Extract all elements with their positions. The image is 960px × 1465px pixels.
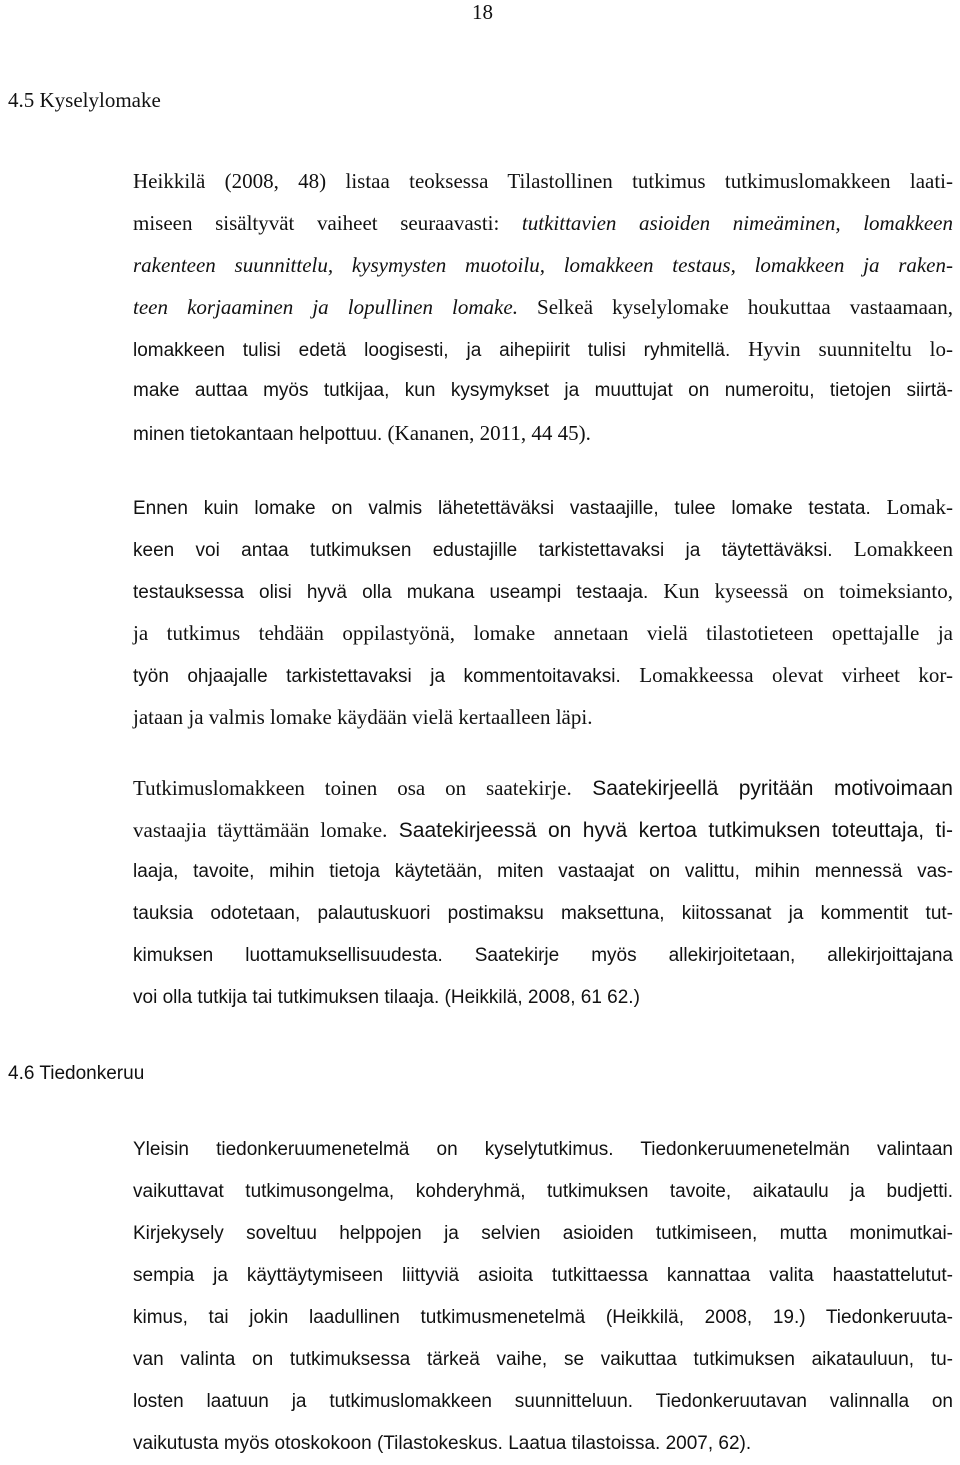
text-segment: Saatekirjeessä on hyvä kertoa tutkimuksen toteuttaja, ti- bbox=[387, 819, 954, 842]
paragraph-4 bbox=[133, 1129, 953, 1465]
section-heading-kyselylomake: 4.5 Kyselylomake bbox=[8, 88, 161, 112]
text-segment: miseen sisältyvät vaiheet seuraavasti: bbox=[133, 211, 522, 235]
text-line bbox=[133, 654, 953, 696]
text-segment: Hyvin suunniteltu lo- bbox=[730, 337, 953, 361]
page-number: 18 bbox=[472, 0, 493, 24]
text-line: laaja, tavoite, mihin tietoja käytetään, miten vastaajat on valittu, mihin mennessä vas- bbox=[133, 861, 953, 882]
text-segment: Lomak- bbox=[870, 495, 953, 519]
text-line bbox=[133, 486, 953, 528]
text-line: jataan ja valmis lomake käydään vielä kertaalleen läpi. bbox=[133, 705, 593, 729]
text-segment: vastaajia täyttämään lomake. bbox=[133, 818, 388, 842]
text-segment: Saatekirjeellä pyritään motivoimaan bbox=[571, 777, 953, 800]
text-line bbox=[133, 528, 953, 570]
text-line: sempia ja käyttäytymiseen liittyviä asioita tutkittaessa kannattaa valita haastattelutut- bbox=[133, 1265, 953, 1286]
text-segment: testauksessa olisi hyvä olla mukana useampi testaaja. bbox=[133, 582, 649, 603]
text-segment: (Kananen, 2011, 44 45). bbox=[382, 421, 591, 445]
text-line: ja tutkimus tehdään oppilastyönä, lomake annetaan vielä tilastotieteen opettajalle ja bbox=[133, 621, 953, 645]
text-segment: minen tietokantaan helpottuu. bbox=[133, 424, 383, 445]
paragraph-3 bbox=[133, 767, 953, 1019]
text-line: make auttaa myös tutkijaa, kun kysymykset ja muuttujat on numeroitu, tietojen siirtä- bbox=[133, 380, 953, 401]
text-line: vaikuttavat tutkimusongelma, kohderyhmä, tutkimuksen tavoite, aikataulu ja budjetti. bbox=[133, 1181, 953, 1202]
text-line bbox=[133, 412, 953, 454]
text-line bbox=[133, 202, 953, 244]
text-line: kimus, tai jokin laadullinen tutkimusmenetelmä (Heikkilä, 2008, 19.) Tiedonkeruuta- bbox=[133, 1307, 953, 1328]
section-heading-tiedonkeruu: 4.6 Tiedonkeruu bbox=[8, 1063, 145, 1084]
text-line: losten laatuun ja tutkimuslomakkeen suunnitteluun. Tiedonkeruutavan valinnalla on bbox=[133, 1391, 953, 1412]
text-line: van valinta on tutkimuksessa tärkeä vaihe, se vaikuttaa tutkimuksen aikatauluun, tu- bbox=[133, 1349, 953, 1370]
text-segment: Saatekirje myös allekirjoitetaan, allekirjoittajana bbox=[442, 945, 953, 966]
italic-text: teen korjaaminen ja lopullinen lomake. bbox=[133, 295, 518, 319]
text-segment: Yleisin tiedonkeruumenetelmä on kyselytutkimus. bbox=[133, 1139, 614, 1160]
text-line: voi olla tutkija tai tutkimuksen tilaaja. (Heikkilä, 2008, 61 62.) bbox=[133, 987, 640, 1008]
text-segment: Tutkimuslomakkeen toinen osa on saatekirje. bbox=[133, 776, 572, 800]
text-line bbox=[133, 1129, 953, 1171]
text-segment: työn ohjaajalle tarkistettavaksi ja kommentoitavaksi. bbox=[133, 666, 621, 687]
text-segment: Ennen kuin lomake on valmis lähetettäväksi vastaajille, tulee lomake testata. bbox=[133, 498, 871, 519]
text-line bbox=[133, 328, 953, 370]
italic-text: rakenteen suunnittelu, kysymysten muotoilu, lomakkeen testaus, lomakkeen ja raken- bbox=[133, 253, 953, 277]
text-line: vaikutusta myös otoskokoon (Tilastokeskus. Laatua tilastoissa. 2007, 62). bbox=[133, 1433, 752, 1454]
text-segment: Selkeä kyselylomake houkuttaa vastaamaan, bbox=[517, 295, 954, 319]
text-segment: Tiedonkeruumenetelmän valintaan bbox=[613, 1139, 953, 1160]
text-segment: keen voi antaa tutkimuksen edustajille tarkistettavaksi ja täytettäväksi. bbox=[133, 540, 833, 561]
italic-text: tutkittavien asioiden nimeäminen, lomakkeen bbox=[521, 211, 953, 235]
paragraph-1 bbox=[133, 160, 953, 454]
text-segment: Lomakkeessa olevat virheet kor- bbox=[620, 663, 953, 687]
text-segment: kimuksen luottamuksellisuudesta. bbox=[133, 945, 443, 966]
text-line bbox=[133, 244, 953, 286]
paragraph-2 bbox=[133, 486, 953, 738]
text-line: Kirjekysely soveltuu helppojen ja selvien asioiden tutkimiseen, mutta monimutkai- bbox=[133, 1223, 953, 1244]
text-line: tauksia odotetaan, palautuskuori postimaksu maksettuna, kiitossanat ja kommentit tut- bbox=[133, 903, 953, 924]
text-line bbox=[133, 570, 953, 612]
text-segment: Lomakkeen bbox=[832, 537, 954, 561]
text-line bbox=[133, 809, 953, 851]
text-line bbox=[133, 767, 953, 809]
text-line bbox=[133, 935, 953, 977]
text-segment: lomakkeen tulisi edetä loogisesti, ja aihepiirit tulisi ryhmitellä. bbox=[133, 340, 731, 361]
text-line: Heikkilä (2008, 48) listaa teoksessa Tilastollinen tutkimus tutkimuslomakkeen laati- bbox=[133, 169, 953, 193]
text-line bbox=[133, 286, 953, 328]
text-segment: Kun kyseessä on toimeksianto, bbox=[648, 579, 953, 603]
